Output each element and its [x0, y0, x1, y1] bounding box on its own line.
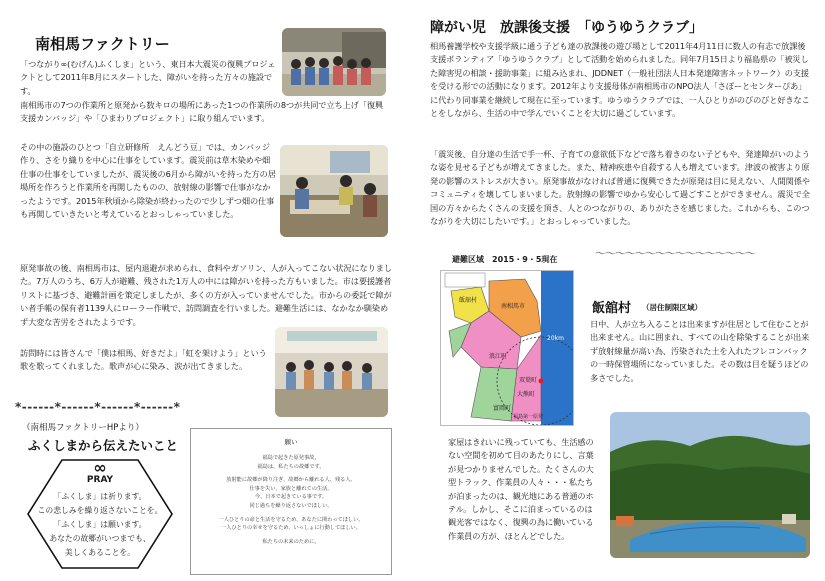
map-label-futaba: 双葉町 — [519, 377, 538, 384]
wish-box — [190, 428, 392, 575]
star-divider: *------*------*------*------* — [15, 400, 181, 414]
section-title-message: ふくしまから伝えたいこと — [28, 438, 179, 453]
paragraph-endoumame: その中の施設のひとつ「自立研修所 えんどう豆」では、カンバッジ作り、さをり織りを中心に仕事をしています。震災前は草木染めや畑仕事の仕事をしていましたが、震災後の6月から障がいを持った方の居場所を作ろうと作業所を再開したものの、放射線の影響で仕事がなかったようです。2015年秋頃から除染が終わったので少しずつ畑の仕事も再開していきたいと考えているとおっしゃっていました。 — [20, 142, 276, 220]
wish-line: 仕事を失い、家族と離れての生活。 — [249, 485, 333, 492]
pray-line: この悲しみを繰り返さないことを。 — [37, 506, 163, 515]
page-title-yuyu-club: 障がい児 放課後支援 「ゆうゆうクラブ」 — [430, 20, 703, 36]
iitate-zone-type: （居住制限区域） — [642, 303, 702, 312]
paragraph-yuyu-history: 相馬養護学校や支援学級に通う子ども達の放課後の遊び場として2011年4月11日に数人の有志で放課後支援ボランティア「ゆうゆうクラブ」として活動を始められました。同年7月15日より福島県の「被災した障害児の相談・援助事業」に組み込まれ、JDDNET（一般社団法人日本発達障害ネットワーク）の支援を受ける形での活動になります。2012年より支援母体が南相馬市のNPO法人「さぽーとセンターぴあ」に代わり同事業を継続して現在に至っています。ゆうゆうクラブでは、一人ひとりがのびのびと好きなことをしながら、生活の中で学んでいくことを大切に過ごしています。 — [430, 41, 810, 119]
paragraph-yuyu-quote: 「震災後、自分達の生活で手一杯、子育ての意欲低下などで落ち着きのない子どもや、発達障がいのような姿を見せる子どもが増えてきました。また、精神疾患や自殺する人も増えています。津波の被害より原発の影響のストレスが大きい。原発事故がなければ普通に復興できたが原発は目に見えない、人間関係やコミュニティを壊してしまいました。放射線の影響でゆから安心して過ごすことができません。震災で全国の方々からたくさんの支援を頂き、人とのつながりの、ありがたさを感じました。これからも、このつながりを大切にしたいです。」とおっしゃっていました。 — [430, 149, 810, 227]
paragraph-workshops: 南相馬市の7つの作業所と原発から数キロの場所にあった1つの作業所の8つが共同で立ち上げ「復興支援カンバッジ」や「ひまわりプロジェクト」に取り組んでいます。 — [20, 100, 384, 124]
section-title-iitate: 飯舘村 — [592, 301, 632, 316]
paragraph-iitate-visit: 家屋はきれいに残っていても、生活感のない空間を初めて目のあたりにし、言葉が見つかりませんでした。たくさんの大型トラック、作業員の人々・・・私たちが泊まったのは、観光地にある普通のホテル。しかし、そこに泊まっているのは観光客ではなく、復興の為に働いている作業員の方が、ほとんどでした。 — [448, 437, 594, 541]
wish-line: 一人ひとりの命と生活を守るため、あなたに関わってほしい。 — [218, 516, 364, 523]
pray-title: PRAY — [86, 475, 114, 485]
page-title-minamisoma: 南相馬ファクトリー — [35, 35, 170, 53]
wish-line: 私たちの未来のために。 — [262, 538, 320, 545]
wish-line: 放射能に故郷が降り注ぎ、故郷から離れる人、残る人、 — [226, 477, 356, 484]
intro-paragraph: 「つながり∞(むげん)ふくしま」という、東日本大震災の復興プロジェクトとして2011年8月にスタートした、障がいを持った方々の施設です。 — [20, 59, 276, 96]
paragraph-iitate-zone: 日中、人が立ち入ることは出来ますが住居として住むことが出来ません。山に囲まれ、すべての山を除染することが出来ず放射線量が高い為、汚染された土を入れたフレコンバックの一時保管場所になっていました。その数は目を疑うほどの多さでした。 — [590, 319, 810, 383]
map-label-minamisoma: 南相馬市 — [501, 303, 526, 310]
pray-line: あなたの故郷がいつまでも、 — [49, 534, 151, 543]
infinity-symbol: ∞ — [93, 458, 107, 477]
paragraph-evacuation: 原発事故の後、南相馬市は、屋内退避が求められ、食料やガソリン、人が入ってこない状況になりました。7万人のうち、6万人が避難、残された1万人の中には障がいを持った方もいました。市は要援護者リストに基づき、避難計画を策定しましたが、多くの方が入っていませんでした。市からの委託で障がい者手帳の保有者1139人にローラー作戦で、訪問調査を行いました。避難生活には、なかなか馴染めず大変な苦労をされたようです。 — [20, 263, 392, 327]
group-photo — [282, 28, 386, 96]
map-label-daiichi: 福島第一原発 — [513, 414, 544, 420]
paragraph-visit-song: 訪問時には皆さんで「僕は相馬、好きだよ」「虹を架けよう」という歌を歌ってくれました。歌声が心に染み、涙が出てきました。 — [20, 348, 267, 372]
pray-text — [26, 490, 174, 560]
wish-line: 福島で起きた原発事故。 — [262, 455, 320, 461]
map-label-namie: 浪江町 — [489, 353, 508, 360]
wave-divider: ～～～～～～～～～～～～～～～～ — [595, 247, 755, 260]
workshop-photo — [280, 145, 388, 237]
map-label-okuma: 大熊町 — [517, 391, 536, 398]
hp-source-note: （南相馬ファクトリーHPより） — [22, 423, 144, 433]
evacuation-zone-map — [440, 270, 574, 426]
map-label-20km: 20km — [547, 335, 564, 342]
map-caption: 避難区域 2015・9・5現在 — [452, 255, 558, 264]
pray-line: 美しくあることを。 — [64, 548, 136, 557]
flecon-bag-photo — [610, 412, 810, 558]
map-label-iitate: 飯舘村 — [459, 297, 478, 304]
visit-photo — [275, 327, 388, 417]
pray-line: 「ふくしま」は祈ります。 — [53, 492, 147, 501]
wish-line: 今、日本で起きている事です。 — [254, 494, 328, 501]
wish-line: 福島は、私たちの故郷です。 — [257, 463, 325, 470]
wish-line: 同じ過ちを繰り返さないでほしい。 — [249, 502, 333, 509]
map-label-tomioka: 富岡町 — [493, 405, 512, 412]
wish-title: 願い — [284, 438, 298, 446]
wish-line: 一人ひとりの幸せを守るため、いっしょに行動してほしい。 — [221, 525, 361, 532]
wish-text — [191, 454, 391, 546]
pray-line: 「ふくしま」は願います。 — [53, 520, 147, 529]
